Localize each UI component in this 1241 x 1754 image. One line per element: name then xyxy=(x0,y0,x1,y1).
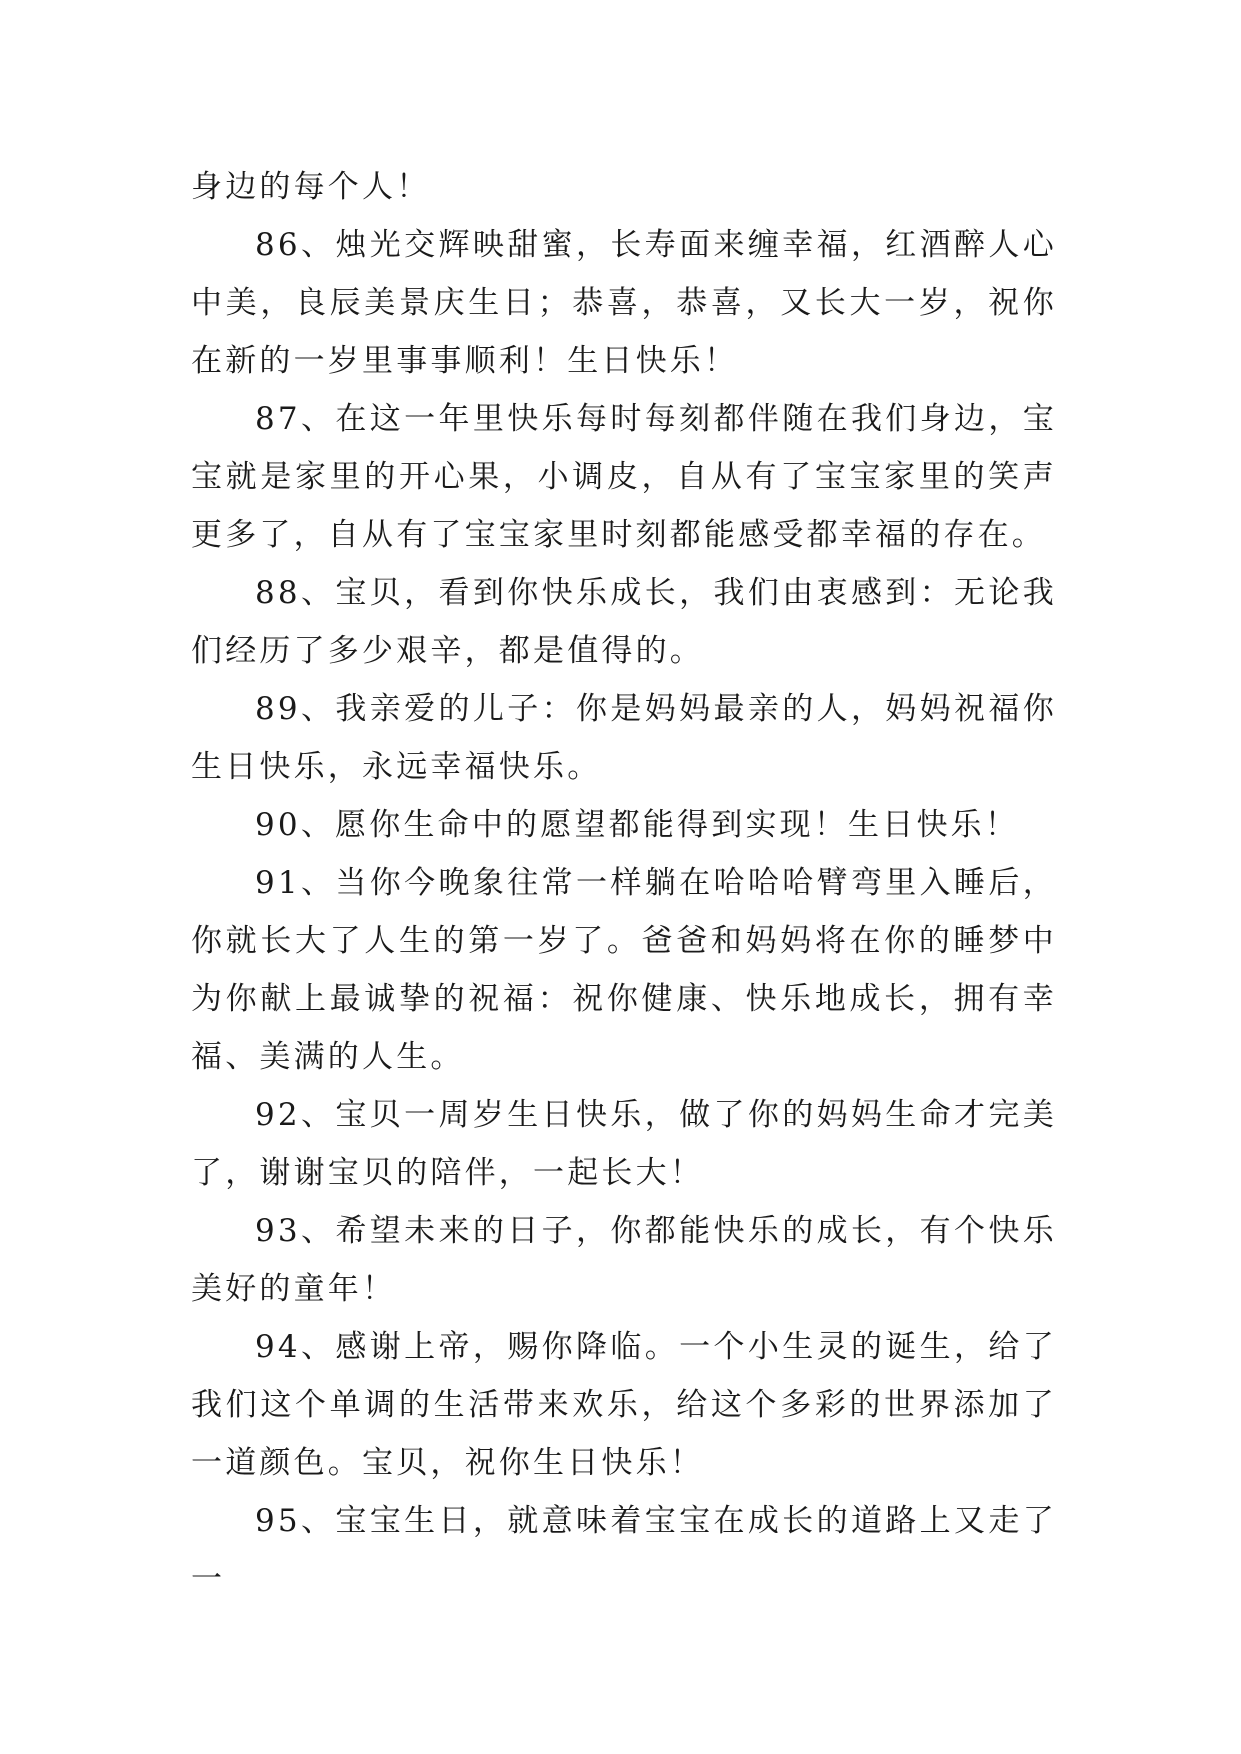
document-body xyxy=(191,158,1057,1608)
paragraph-86: 86、烛光交辉映甜蜜，长寿面来缠幸福，红酒醉人心中美，良辰美景庆生日；恭喜，恭喜，又长大一岁，祝你在新的一岁里事事顺利！生日快乐！ xyxy=(191,227,1057,379)
paragraph-93: 93、希望未来的日子，你都能快乐的成长，有个快乐美好的童年！ xyxy=(191,1213,1057,1307)
paragraph-88: 88、宝贝，看到你快乐成长，我们由衷感到：无论我们经历了多少艰辛，都是值得的。 xyxy=(191,575,1057,669)
paragraph-94: 94、感谢上帝，赐你降临。一个小生灵的诞生，给了我们这个单调的生活带来欢乐，给这个多彩的世界添加了一道颜色。宝贝，祝你生日快乐！ xyxy=(191,1329,1057,1481)
paragraph-92: 92、宝贝一周岁生日快乐，做了你的妈妈生命才完美了，谢谢宝贝的陪伴，一起长大！ xyxy=(191,1097,1057,1191)
paragraph-continuation: 身边的每个人！ xyxy=(191,169,431,205)
paragraph-89: 89、我亲爱的儿子：你是妈妈最亲的人，妈妈祝福你生日快乐，永远幸福快乐。 xyxy=(191,691,1057,785)
paragraph-87: 87、在这一年里快乐每时每刻都伴随在我们身边，宝宝就是家里的开心果，小调皮，自从有了宝宝家里的笑声更多了，自从有了宝宝家里时刻都能感受都幸福的存在。 xyxy=(191,401,1057,553)
paragraph-91: 91、当你今晚象往常一样躺在哈哈哈臂弯里入睡后，你就长大了人生的第一岁了。爸爸和妈妈将在你的睡梦中为你献上最诚挚的祝福：祝你健康、快乐地成长，拥有幸福、美满的人生。 xyxy=(191,865,1057,1075)
paragraph-90: 90、愿你生命中的愿望都能得到实现！生日快乐！ xyxy=(255,807,1020,843)
paragraph-95: 95、宝宝生日，就意味着宝宝在成长的道路上又走了一 xyxy=(191,1503,1057,1597)
